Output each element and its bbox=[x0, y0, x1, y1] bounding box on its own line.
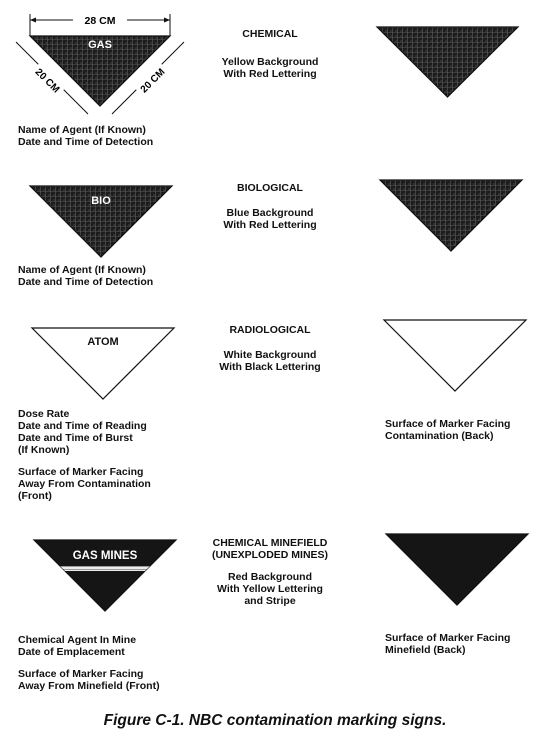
minefield-back-notes: Surface of Marker Facing Minefield (Back) bbox=[385, 632, 511, 656]
biological-back-marker bbox=[378, 178, 524, 254]
chemical-front-marker bbox=[10, 12, 190, 124]
sign-label-gas-mines: GAS MINES bbox=[72, 550, 138, 562]
chemical-color-description: Yellow Background With Red Lettering bbox=[221, 56, 319, 80]
sign-label-atom: ATOM bbox=[87, 336, 119, 348]
radiological-back-notes: Surface of Marker Facing Contamination (Back) bbox=[385, 418, 511, 442]
figure-caption: Figure C-1. NBC contamination marking signs. bbox=[103, 712, 447, 729]
sign-label-bio: BIO bbox=[91, 195, 111, 207]
biological-color-description: Blue Background With Red Lettering bbox=[223, 207, 317, 231]
width-dimension-label: 28 CM bbox=[84, 15, 116, 27]
minefield-back-marker bbox=[384, 532, 530, 608]
minefield-color-description: Red Background With Yellow Lettering and Stripe bbox=[217, 571, 323, 607]
sign-label-gas: GAS bbox=[88, 39, 112, 51]
chemical-front-notes: Name of Agent (If Known) Date and Time of Detection bbox=[18, 124, 154, 148]
biological-front-marker bbox=[28, 184, 174, 260]
radiological-front-marker bbox=[30, 326, 176, 402]
biological-front-notes: Name of Agent (If Known) Date and Time of Detection bbox=[18, 264, 154, 288]
radiological-back-marker bbox=[382, 318, 528, 394]
left-side-dimension-label: 20 CM bbox=[32, 66, 62, 96]
right-side-dimension-label: 20 CM bbox=[138, 66, 168, 96]
minefield-category: CHEMICAL MINEFIELD (UNEXPLODED MINES) bbox=[211, 537, 329, 561]
minefield-front-notes: Chemical Agent In Mine Date of Emplacement Surface of Marker Facing Away From Minefield (Front) bbox=[18, 634, 160, 692]
biological-category: BIOLOGICAL bbox=[237, 182, 303, 194]
chemical-category: CHEMICAL bbox=[242, 28, 298, 40]
radiological-front-notes: Dose Rate Date and Time of Reading Date and Time of Burst (If Known) Surface of Marker Facing Away From Contamination (Front) bbox=[18, 408, 151, 502]
radiological-category: RADIOLOGICAL bbox=[229, 324, 311, 336]
minefield-front-marker bbox=[32, 538, 178, 614]
radiological-color-description: White Background With Black Lettering bbox=[219, 349, 321, 373]
chemical-back-marker bbox=[375, 25, 520, 100]
